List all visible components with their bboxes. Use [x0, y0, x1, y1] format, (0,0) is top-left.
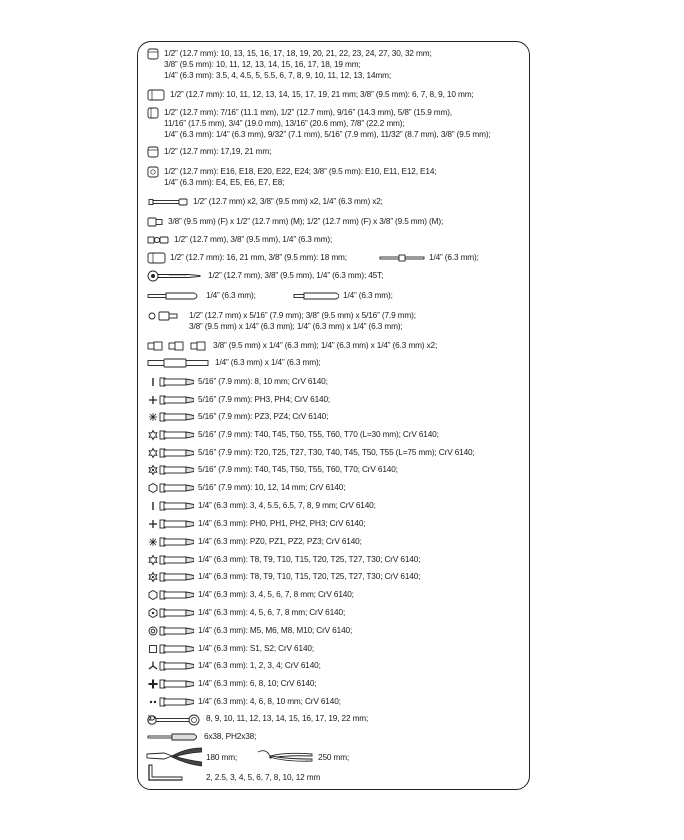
- ratchet-icon: [147, 270, 208, 282]
- item-line: 5/16” (7.9 mm): 10, 12, 14 mm; CrV 6140;: [198, 482, 346, 492]
- screwdriver-handle-icon: [293, 290, 343, 302]
- list-item: [147, 554, 430, 566]
- list-item: [147, 678, 321, 690]
- spline-bit-icon: [147, 625, 198, 637]
- item-description: [164, 107, 504, 140]
- item-description: [215, 357, 325, 368]
- item-line: 5/16” (7.9 mm): T40, T45, T50, T55, T60, T70; CrV 6140;: [198, 464, 398, 474]
- item-description: [198, 536, 369, 547]
- item-description: [170, 89, 486, 100]
- item-description: [198, 678, 321, 689]
- bit-holder-icon: [147, 357, 215, 369]
- torx-bit-icon: [147, 554, 198, 566]
- item-line: 3/8” (9.5 mm) x 1/4” (6.3 mm); 1/4” (6.3 mm) x 1/4” (6.3 mm);: [189, 321, 403, 331]
- list-item: [147, 607, 351, 619]
- item-description: [198, 607, 351, 618]
- item-line: 1/4” (6.3 mm): M5, M6, M8, M10; CrV 6140;: [198, 625, 353, 635]
- list-item: [147, 713, 375, 727]
- item-description: [189, 310, 425, 332]
- list-item: [147, 660, 326, 672]
- item-description: [198, 696, 347, 707]
- item-line: 2, 2.5, 3, 4, 5, 6, 7, 8, 10, 12 mm: [206, 772, 321, 782]
- item-line: 250 mm;: [318, 752, 350, 762]
- list-item: [147, 536, 369, 548]
- item-line: 5/16” (7.9 mm): T40, T45, T50, T55, T60, T70 (L=30 mm); CrV 6140;: [198, 429, 439, 439]
- item-description: [208, 270, 391, 281]
- bit-adapter-icon: [147, 310, 189, 322]
- phillips-bit-icon: [147, 518, 198, 530]
- item-description: [198, 482, 352, 493]
- item-line: 1/2” (12.7 mm), 3/8” (9.5 mm), 1/4” (6.3 mm);: [174, 234, 333, 244]
- list-item: [147, 270, 391, 282]
- cross-bit-icon: [147, 678, 198, 690]
- spinner-handle-icon: [147, 290, 206, 302]
- list-item: [147, 643, 319, 655]
- item-line: 1/4” (6.3 mm): 3.5, 4, 4.5, 5, 5.5, 6, 7, 8, 9, 10, 11, 12, 13, 14mm;: [164, 70, 391, 80]
- item-line: 1/4” (6.3 mm): PH0, PH1, PH2, PH3; CrV 6140;: [198, 518, 366, 528]
- list-item: [147, 234, 339, 246]
- hex-key-icon: [146, 764, 206, 784]
- list-item: [147, 500, 383, 512]
- list-item: [147, 394, 336, 406]
- item-line: 6x38, PH2x38;: [204, 731, 257, 741]
- universal-joint-icon: [147, 234, 174, 246]
- item-line: 1/2” (12.7 mm), 3/8” (9.5 mm), 1/4” (6.3 mm); 45T;: [208, 270, 384, 280]
- item-line: 3/8” (9.5 mm) x 1/4” (6.3 mm); 1/4” (6.3 mm) x 1/4” (6.3 mm) x2;: [213, 340, 438, 350]
- list-item: [147, 731, 258, 743]
- list-item: [147, 411, 334, 423]
- item-description: [198, 447, 486, 458]
- item-line: 1/2” (12.7 mm): E16, E18, E20, E22, E24; 3/8” (9.5 mm): E10, E11, E12, E14;: [164, 166, 437, 176]
- list-item-secondary: [256, 752, 350, 764]
- item-line: 5/16” (7.9 mm): PZ3, PZ4; CrV 6140;: [198, 411, 329, 421]
- item-line: 1/4” (6.3 mm): S1, S2; CrV 6140;: [198, 643, 314, 653]
- item-line: 1/4” (6.3 mm): PZ0, PZ1, PZ2, PZ3; CrV 6140;: [198, 536, 362, 546]
- item-description: [206, 713, 375, 724]
- socket-icon: [147, 146, 164, 158]
- list-item: [147, 482, 352, 494]
- item-description: [164, 166, 448, 188]
- item-description: [168, 216, 455, 227]
- item-line: 1/4” (6.3 mm): T8, T9, T10, T15, T20, T25, T27, T30; CrV 6140;: [198, 554, 421, 564]
- list-item: [147, 447, 486, 459]
- item-line: 1/2” (12.7 mm): 17,19, 21 mm;: [164, 146, 272, 156]
- item-line: 1/4” (6.3 mm): E4, E5, E6, E7, E8;: [164, 177, 285, 187]
- item-description: [174, 234, 339, 245]
- list-item: [147, 290, 258, 302]
- item-line: 1/2” (12.7 mm) x 5/16” (7.9 mm); 3/8” (9.5 mm) x 5/16” (7.9 mm);: [189, 310, 416, 320]
- item-description: [198, 500, 383, 511]
- item-description: [198, 376, 333, 387]
- list-item: [147, 518, 372, 530]
- list-item: [147, 196, 391, 208]
- screwdriver-icon: [147, 731, 204, 743]
- extension-bar-icon: [147, 196, 193, 208]
- item-line: 1/4” (6.3 mm): 3, 4, 5.5, 6.5, 7, 8, 9 mm; CrV 6140;: [198, 500, 376, 510]
- item-description: [198, 411, 334, 422]
- list-item: [147, 571, 430, 583]
- item-description: [204, 731, 258, 742]
- item-description: [198, 589, 360, 600]
- list-item: [146, 772, 325, 784]
- item-description: [198, 625, 359, 636]
- pozidriv-bit-icon: [147, 536, 198, 548]
- list-item: [147, 107, 504, 140]
- item-line: 1/4” (6.3 mm) x 1/4” (6.3 mm);: [215, 357, 321, 367]
- socket-adapter-icon: [147, 340, 213, 352]
- item-line: 1/4” (6.3 mm): 1/4” (6.3 mm), 9/32” (7.1 mm), 5/16” (7.9 mm), 11/32” (8.7 mm), 3/8” (9.5 mm);: [164, 129, 491, 139]
- list-item: [147, 48, 443, 81]
- list-item: [147, 89, 486, 101]
- list-item: [147, 340, 446, 352]
- list-item-secondary: [379, 252, 481, 264]
- item-line: 1/4” (6.3 mm);: [206, 290, 256, 300]
- list-item-secondary: [293, 290, 395, 302]
- torx-long-bit-icon: [147, 447, 198, 459]
- item-line: 1/2” (12.7 mm): 16, 21 mm, 3/8” (9.5 mm): 18 mm;: [170, 252, 347, 262]
- item-line: 5/16” (7.9 mm): 8, 10 mm; CrV 6140;: [198, 376, 328, 386]
- hex-bit-icon: [147, 482, 198, 494]
- list-item: [147, 625, 359, 637]
- socket-imperial-icon: [147, 107, 164, 119]
- slotted-bit-icon: [147, 500, 198, 512]
- item-description: [198, 429, 449, 440]
- sliding-t-bar-icon: [379, 252, 429, 264]
- item-line: 1/4” (6.3 mm);: [343, 290, 393, 300]
- slotted-bit-icon: [147, 376, 198, 388]
- list-item: [147, 589, 360, 601]
- item-line: 1/2” (12.7 mm): 10, 11, 12, 13, 14, 15, 17, 19, 21 mm; 3/8” (9.5 mm): 6, 7, 8, 9, 10 mm;: [170, 89, 474, 99]
- list-item: [147, 464, 406, 476]
- list-item: [147, 166, 448, 188]
- list-item: [147, 696, 347, 708]
- item-line: 1/4” (6.3 mm): 1, 2, 3, 4; CrV 6140;: [198, 660, 321, 670]
- torx-bit-icon: [147, 429, 198, 441]
- item-line: 5/16” (7.9 mm): PH3, PH4; CrV 6140;: [198, 394, 331, 404]
- item-line: 1/2” (12.7 mm) x2, 3/8” (9.5 mm) x2, 1/4” (6.3 mm) x2;: [193, 196, 383, 206]
- item-line: 1/4” (6.3 mm);: [429, 252, 479, 262]
- item-line: 1/4” (6.3 mm): T8, T9, T10, T15, T20, T25, T27, T30; CrV 6140;: [198, 571, 421, 581]
- list-item: [147, 146, 276, 158]
- socket-icon: [147, 48, 164, 60]
- item-line: 8, 9, 10, 11, 12, 13, 14, 15, 16, 17, 19, 22 mm;: [206, 713, 369, 723]
- tamper-torx-bit-icon: [147, 571, 198, 583]
- tamper-hex-bit-icon: [147, 607, 198, 619]
- item-line: 1/4” (6.3 mm): 4, 6, 8, 10 mm; CrV 6140;: [198, 696, 341, 706]
- list-item: [147, 216, 455, 228]
- item-line: 3/8” (9.5 mm): 10, 11, 12, 13, 14, 15, 16, 17, 18, 19 mm;: [164, 59, 361, 69]
- spanner-bit-icon: [147, 696, 198, 708]
- tamper-torx-bit-icon: [147, 464, 198, 476]
- item-line: 5/16” (7.9 mm): T20, T25, T27, T30, T40, T45, T50, T55 (L=75 mm); CrV 6140;: [198, 447, 475, 457]
- spark-plug-socket-icon: [147, 252, 170, 264]
- item-line: 1/4” (6.3 mm): 6, 8, 10; CrV 6140;: [198, 678, 317, 688]
- list-item: [147, 357, 325, 369]
- item-description: [198, 464, 406, 475]
- item-line: 180 mm;: [206, 752, 238, 762]
- list-item: [147, 252, 354, 264]
- water-pump-pliers-icon: [256, 748, 318, 764]
- phillips-bit-icon: [147, 394, 198, 406]
- item-line: 1/2” (12.7 mm): 7/16” (11.1 mm), 1/2” (12.7 mm), 9/16” (14.3 mm), 5/8” (15.9 mm),: [164, 107, 453, 117]
- item-description: [193, 196, 391, 207]
- tri-wing-bit-icon: [147, 660, 198, 672]
- adapter-icon: [147, 216, 168, 228]
- item-line: 11/16” (17.5 mm), 3/4” (19.0 mm), 13/16” (20.6 mm), 7/8” (22.2 mm);: [164, 118, 405, 128]
- deep-socket-icon: [147, 89, 170, 101]
- item-description: [198, 394, 336, 405]
- item-description: [198, 518, 372, 529]
- square-bit-icon: [147, 643, 198, 655]
- item-description: [198, 571, 430, 582]
- item-line: 1/4” (6.3 mm): 4, 5, 6, 7, 8 mm; CrV 6140;: [198, 607, 346, 617]
- item-description: [164, 48, 443, 81]
- list-item: [147, 429, 449, 441]
- item-line: 1/2” (12.7 mm): 10, 13, 15, 16, 17, 18, 19, 20, 21, 22, 23, 24, 27, 30, 32 mm;: [164, 48, 432, 58]
- list-item: [147, 310, 425, 332]
- list-item: [147, 376, 333, 388]
- item-description: [198, 660, 326, 671]
- item-description: [198, 643, 319, 654]
- item-line: 1/4” (6.3 mm): 3, 4, 5, 6, 7, 8 mm; CrV 6140;: [198, 589, 354, 599]
- item-description: [198, 554, 430, 565]
- item-description: [213, 340, 446, 351]
- item-description: [164, 146, 276, 157]
- combination-wrench-icon: [147, 713, 206, 727]
- hex-bit-icon: [147, 589, 198, 601]
- item-description: [206, 772, 325, 783]
- pozidriv-bit-icon: [147, 411, 198, 423]
- item-description: [170, 252, 354, 263]
- item-description: [206, 752, 238, 763]
- item-line: 3/8” (9.5 mm) (F) x 1/2” (12.7 mm) (M); 1/2” (12.7 mm) (F) x 3/8” (9.5 mm) (M);: [168, 216, 444, 226]
- torx-socket-icon: [147, 166, 164, 178]
- item-description: [206, 290, 258, 301]
